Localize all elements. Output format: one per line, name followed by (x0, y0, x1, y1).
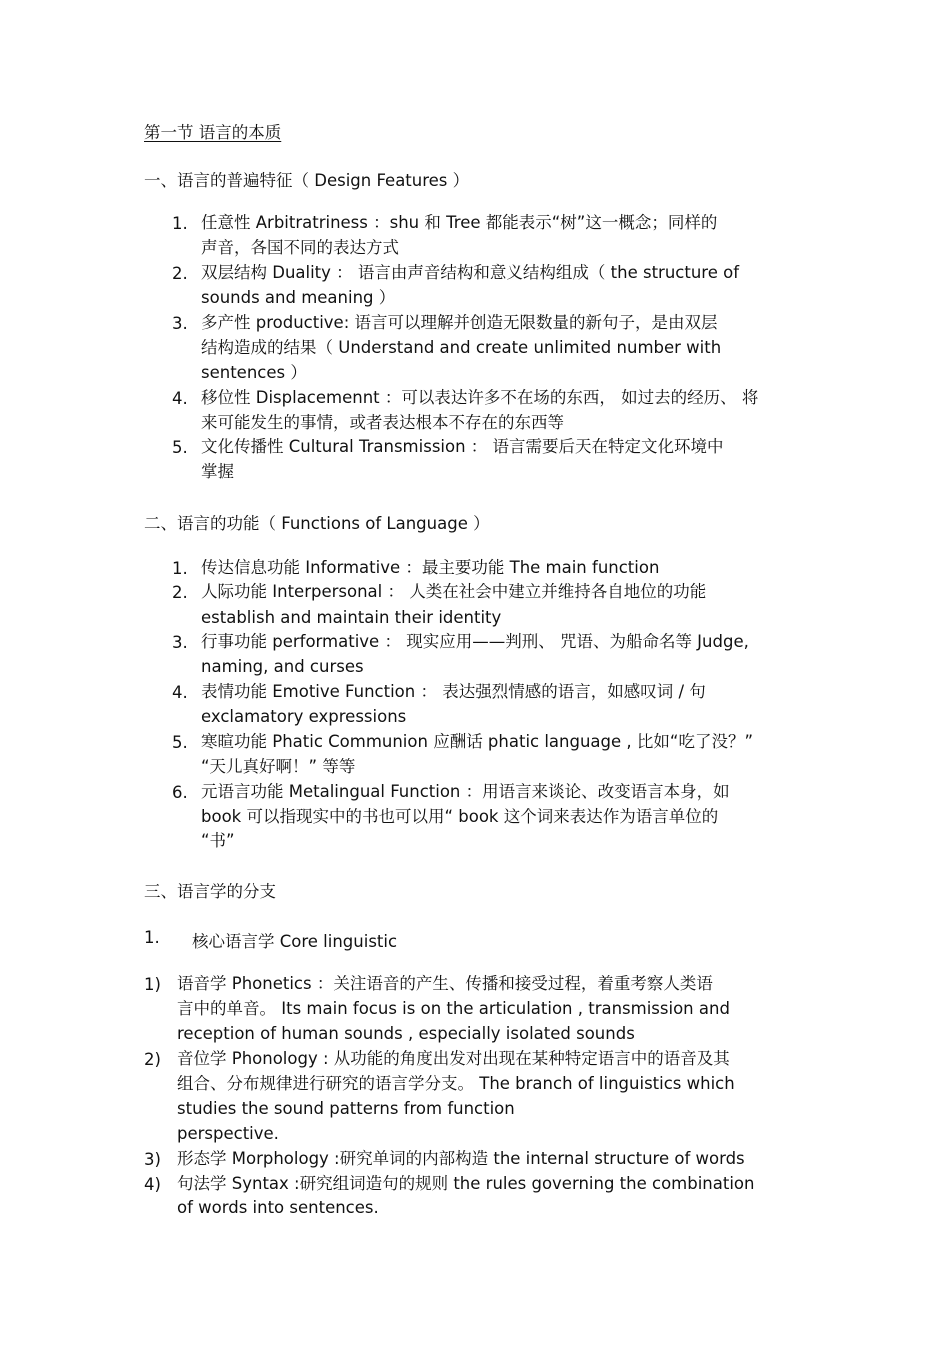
list-item-text: sentences ） (201, 363, 307, 382)
list-item-number: 1) (144, 975, 161, 994)
list-item-text: 音位学 Phonology : 从功能的角度出发对出现在某种特定语言中的语音及其 (177, 1049, 730, 1068)
list-item-number: 3. (172, 633, 188, 652)
list-item-text: studies the sound patterns from function (177, 1099, 515, 1118)
section-heading-design-features: 一、语言的普遍特征（ Design Features ） (144, 171, 470, 190)
list-item-text: 结构造成的结果（ Understand and create unlimited number with (201, 338, 722, 357)
list-item-text: 人际功能 Interpersonal ： 人类在社会中建立并维持各自地位的功能 (201, 582, 707, 601)
list-item-number: 5. (172, 438, 188, 457)
list-item-text: perspective. (177, 1124, 279, 1143)
list-item-text: 多产性 productive: 语言可以理解并创造无限数量的新句子，是由双层 (201, 313, 718, 332)
list-item-number: 3) (144, 1150, 161, 1169)
list-item-number: 1. (172, 214, 188, 233)
list-item-text: 句法学 Syntax :研究组词造句的规则 the rules governing the combination (177, 1174, 755, 1193)
sub-heading-core-linguistic: 核心语言学 Core linguistic (192, 932, 398, 951)
list-item-number: 4. (172, 389, 188, 408)
list-item-text: 表情功能 Emotive Function ： 表达强烈情感的语言，如感叹词 / 句 (201, 682, 706, 701)
list-item-text: 来可能发生的事情，或者表达根本不存在的东西等 (201, 413, 564, 432)
list-item-text: 任意性 Arbitratriness ：shu 和 Tree 都能表示“树”这一概念；同样的 (201, 213, 718, 232)
list-item-text: 双层结构 Duality ： 语言由声音结构和意义结构组成（ the structure of (201, 263, 740, 282)
list-item-number: 3. (172, 314, 188, 333)
list-item-text: 声音，各国不同的表达方式 (201, 238, 399, 257)
list-item-number: 4. (172, 683, 188, 702)
list-item-text: 传达信息功能 Informative ：最主要功能 The main function (201, 558, 660, 577)
list-item-text: reception of human sounds , especially isolated sounds (177, 1024, 635, 1043)
list-item-text: 形态学 Morphology :研究单词的内部构造 the internal structure of words (177, 1149, 745, 1168)
list-item-text: 寒暄功能 Phatic Communion 应酬话 phatic language , 比如“吃了没？” (201, 732, 754, 751)
list-item-text: naming, and curses (201, 657, 364, 676)
list-item-text: 移位性 Displacemennt ：可以表达许多不在场的东西， 如过去的经历、 将 (201, 388, 759, 407)
list-item-text: “天儿真好啊！” 等等 (201, 757, 356, 776)
list-item-number: 5. (172, 733, 188, 752)
list-item-text: 文化传播性 Cultural Transmission ： 语言需要后天在特定文化环境中 (201, 437, 724, 456)
list-item-text: sounds and meaning ） (201, 288, 396, 307)
section-heading-branches: 三、语言学的分支 (144, 882, 276, 901)
list-item-number: 1. (172, 559, 188, 578)
list-item-number: 4) (144, 1175, 161, 1194)
list-item-number: 2. (172, 583, 188, 602)
list-item-text: establish and maintain their identity (201, 608, 502, 627)
list-item-text: exclamatory expressions (201, 707, 407, 726)
list-item-text: of words into sentences. (177, 1198, 379, 1217)
page-title: 第一节 语言的本质 (144, 123, 282, 142)
sub-heading-number: 1. (144, 928, 160, 947)
list-item-text: book 可以指现实中的书也可以用“ book 这个词来表达作为语言单位的 (201, 807, 719, 826)
list-item-text: 语音学 Phonetics ：关注语音的产生、传播和接受过程，着重考察人类语 (177, 974, 713, 993)
list-item-text: 言中的单音。 Its main focus is on the articulation , transmission and (177, 999, 730, 1018)
list-item-number: 2. (172, 264, 188, 283)
list-item-text: 掌握 (201, 462, 234, 481)
list-item-number: 6. (172, 783, 188, 802)
list-item-text: 组合、分布规律进行研究的语言学分支。 The branch of linguistics which (177, 1074, 735, 1093)
list-item-text: “书” (201, 831, 235, 850)
section-heading-functions: 二、语言的功能（ Functions of Language ） (144, 514, 490, 533)
list-item-text: 行事功能 performative ： 现实应用——判刑、 咒语、为船命名等 Judge, (201, 632, 749, 651)
list-item-number: 2) (144, 1050, 161, 1069)
list-item-text: 元语言功能 Metalingual Function ：用语言来谈论、改变语言本身，如 (201, 782, 730, 801)
